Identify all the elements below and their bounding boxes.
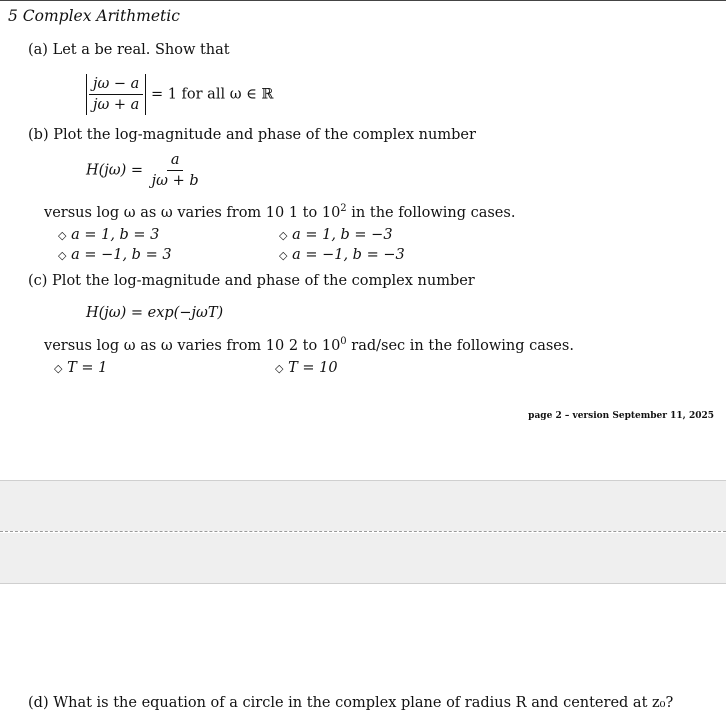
fraction-denominator: jω + a — [93, 97, 140, 113]
diamond-bullet-icon: ◇ — [279, 249, 288, 262]
page-break-divider — [0, 531, 726, 532]
equation-lhs: H(jω) = — [86, 162, 144, 179]
part-c-label: (c) Plot the log-magnitude and phase of the complex number — [28, 273, 475, 289]
range-exponent: 2 — [340, 203, 347, 214]
case-item — [279, 247, 405, 263]
range-end: rad/sec in the following cases. — [346, 338, 574, 354]
page-break-band-bottom — [0, 533, 726, 584]
case-item — [54, 360, 107, 376]
case-text: T = 10 — [288, 360, 338, 376]
diamond-bullet-icon: ◇ — [58, 249, 67, 262]
page-break-band-top — [0, 480, 726, 531]
equation-rhs: = 1 for all ω ∈ ℝ — [150, 86, 274, 103]
section-title: 5 Complex Arithmetic — [8, 7, 180, 25]
diamond-bullet-icon: ◇ — [279, 229, 288, 242]
diamond-bullet-icon: ◇ — [275, 362, 284, 375]
part-b-label: (b) Plot the log-magnitude and phase of the complex number — [28, 127, 476, 143]
fraction — [148, 150, 203, 191]
part-b-range — [44, 205, 515, 221]
range-end: in the following cases. — [346, 205, 516, 221]
range-mid: 1 to 10 — [284, 205, 341, 221]
case-item — [58, 247, 172, 263]
fraction — [89, 74, 143, 115]
range-text: versus log ω as ω varies from 10 — [44, 205, 285, 221]
case-text: a = 1, b = 3 — [71, 227, 160, 243]
case-item — [58, 227, 159, 243]
case-item — [275, 360, 338, 376]
range-text: versus log ω as ω varies from 10 — [44, 338, 285, 354]
part-a-label: (a) Let a be real. Show that — [28, 42, 230, 58]
case-item — [279, 227, 393, 243]
range-mid: 2 to 10 — [284, 338, 341, 354]
part-a-equation — [86, 74, 274, 115]
part-d-question: (d) What is the equation of a circle in the complex plane of radius R and centered at z₀? — [28, 695, 674, 711]
range-exponent: 0 — [340, 336, 347, 347]
fraction-numerator: a — [167, 150, 184, 171]
diamond-bullet-icon: ◇ — [58, 229, 67, 242]
case-text: a = −1, b = −3 — [292, 247, 405, 263]
fraction-numerator: jω − a — [89, 74, 143, 95]
part-c-equation: H(jω) = exp(−jωT) — [86, 305, 224, 321]
case-text: a = −1, b = 3 — [71, 247, 172, 263]
case-text: a = 1, b = −3 — [292, 227, 393, 243]
diamond-bullet-icon: ◇ — [54, 362, 63, 375]
part-c-range — [44, 338, 574, 354]
part-b-equation — [86, 150, 203, 191]
page-footer: page 2 – version September 11, 2025 — [528, 411, 714, 421]
abs-value — [86, 74, 146, 115]
top-rule — [0, 0, 726, 1]
case-text: T = 1 — [67, 360, 108, 376]
fraction-denominator: jω + b — [151, 173, 199, 189]
